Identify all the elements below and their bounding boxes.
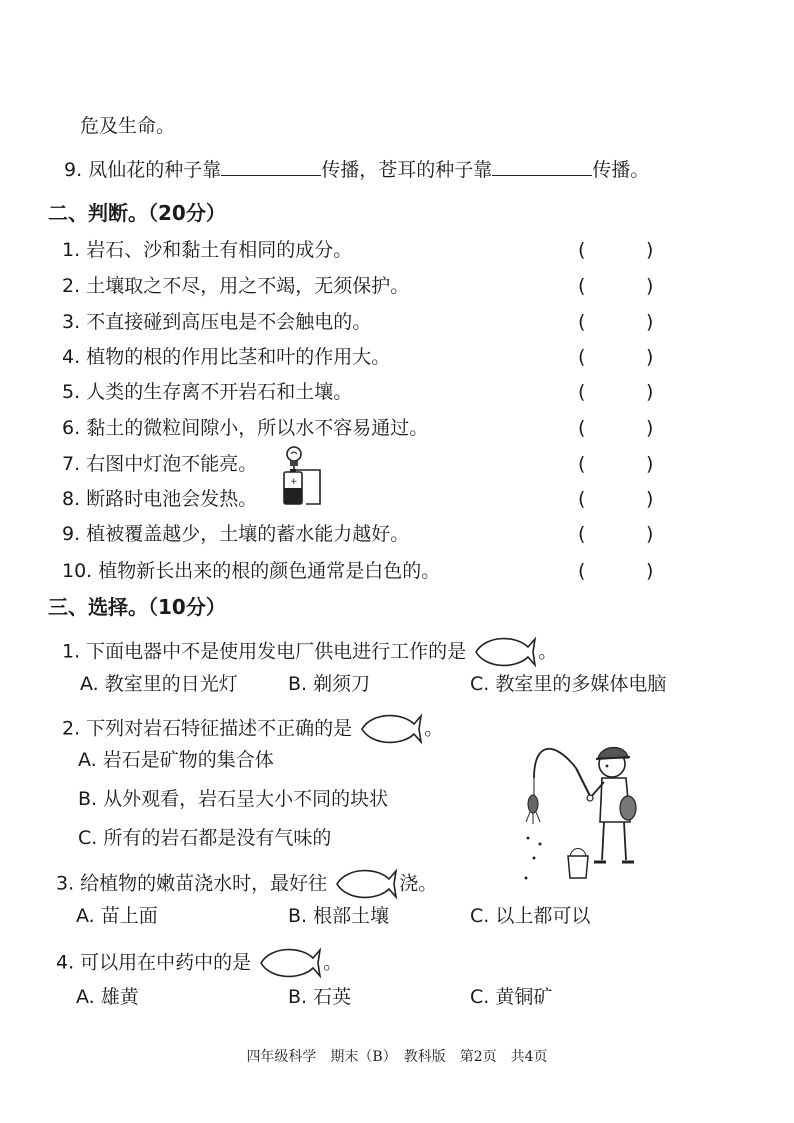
answer-paren-open[interactable]: ( [578, 275, 586, 297]
judge-item [62, 274, 409, 298]
answer-paren-close: ) [646, 311, 654, 333]
judge-item-number: 3. [62, 311, 81, 333]
answer-paren-open[interactable]: ( [578, 239, 586, 261]
answer-paren-open[interactable]: ( [578, 523, 586, 545]
answer-paren-open[interactable]: ( [578, 560, 586, 582]
judge-item-number: 10. [62, 560, 93, 582]
answer-paren-open[interactable]: ( [578, 417, 586, 439]
answer-paren-close: ) [646, 275, 654, 297]
answer-fish-bracket[interactable] [472, 633, 538, 671]
judge-item [62, 238, 352, 262]
q4-option-c[interactable]: C. 黄铜矿 [470, 986, 553, 1008]
q9-part3: 传播。 [592, 159, 650, 181]
q4-option-b[interactable]: B. 石英 [288, 986, 352, 1008]
answer-paren-close: ) [646, 560, 654, 582]
q1-option-c[interactable]: C. 教室里的多媒体电脑 [470, 673, 667, 695]
judge-item-text: 右图中灯泡不能亮。 [86, 453, 258, 475]
q9-part2: 传播，苍耳的种子靠 [321, 159, 493, 181]
judge-item-number: 5. [62, 381, 81, 403]
choice-stem: 4. 可以用在中药中的是 [56, 951, 252, 974]
answer-paren-close: ) [646, 523, 654, 545]
choice-question-1 [62, 633, 557, 671]
q1-option-b[interactable]: B. 剃须刀 [288, 673, 371, 695]
answer-paren-close: ) [646, 488, 654, 510]
answer-paren-open[interactable]: ( [578, 453, 586, 475]
judge-item-text: 不直接碰到高压电是不会触电的。 [86, 311, 372, 333]
q9-part1: 凤仙花的种子靠 [88, 159, 222, 181]
q9-blank-2[interactable] [492, 157, 592, 176]
answer-fish-bracket[interactable] [358, 710, 424, 748]
answer-paren-close: ) [646, 239, 654, 261]
choice-stem-end: 。 [323, 951, 343, 974]
section-choice-heading: 三、选择。（10分） [48, 595, 226, 619]
answer-paren-open[interactable]: ( [578, 381, 586, 403]
judge-item-number: 7. [62, 453, 81, 475]
judge-item-text: 人类的生存离不开岩石和土壤。 [86, 381, 353, 403]
answer-paren-close: ) [646, 346, 654, 368]
choice-stem: 2. 下列对岩石特征描述不正确的是 [62, 717, 353, 740]
q1-option-a[interactable]: A. 教室里的日光灯 [80, 673, 238, 695]
choice-question-3 [56, 865, 437, 903]
judge-item [62, 522, 409, 546]
judge-item [62, 487, 257, 511]
q4-option-a[interactable]: A. 雄黄 [76, 986, 139, 1008]
judge-item-text: 植物新长出来的根的颜色通常是白色的。 [98, 560, 441, 582]
answer-paren-close: ) [646, 417, 654, 439]
q9-number: 9. [64, 159, 83, 181]
answer-fish-bracket[interactable] [257, 944, 323, 982]
q3-option-c[interactable]: C. 以上都可以 [470, 905, 591, 927]
q2-option-b[interactable]: B. 从外观看，岩石呈大小不同的块状 [78, 788, 389, 810]
q9-blank-1[interactable] [221, 157, 321, 176]
q2-option-c[interactable]: C. 所有的岩石都是没有气味的 [78, 827, 332, 849]
judge-item-number: 2. [62, 275, 81, 297]
fill-question-9 [64, 157, 649, 182]
answer-paren-open[interactable]: ( [578, 346, 586, 368]
judge-item [62, 559, 440, 583]
judge-item [62, 345, 390, 369]
choice-stem-end: 浇。 [399, 872, 438, 895]
section-judge-heading: 二、判断。（20分） [48, 201, 226, 225]
choice-question-2 [62, 710, 443, 748]
answer-paren-open[interactable]: ( [578, 488, 586, 510]
q2-option-a[interactable]: A. 岩石是矿物的集合体 [78, 749, 274, 771]
judge-item [62, 310, 371, 334]
judge-item-number: 8. [62, 488, 81, 510]
answer-paren-open[interactable]: ( [578, 311, 586, 333]
choice-stem: 3. 给植物的嫩苗浇水时，最好往 [56, 872, 328, 895]
choice-stem-end: 。 [538, 640, 558, 663]
judge-item [62, 452, 257, 476]
fishing-boy-illustration [514, 738, 644, 888]
judge-item-text: 岩石、沙和黏土有相同的成分。 [86, 239, 353, 261]
answer-paren-close: ) [646, 381, 654, 403]
judge-item [62, 380, 352, 404]
judge-item [62, 416, 428, 440]
q3-option-b[interactable]: B. 根部土壤 [288, 905, 390, 927]
answer-paren-close: ) [646, 453, 654, 475]
svg-text:+: + [290, 477, 298, 487]
judge-item-text: 黏土的微粒间隙小，所以水不容易通过。 [86, 417, 429, 439]
judge-item-text: 植物的根的作用比茎和叶的作用大。 [86, 346, 391, 368]
choice-stem-end: 。 [424, 717, 444, 740]
page-footer: 四年级科学 期末（B） 教科版 第2页 共4页 [246, 1049, 548, 1065]
answer-fish-bracket[interactable] [333, 865, 399, 903]
choice-stem: 1. 下面电器中不是使用发电厂供电进行工作的是 [62, 640, 467, 663]
q3-option-a[interactable]: A. 苗上面 [76, 905, 158, 927]
judge-item-text: 断路时电池会发热。 [86, 488, 258, 510]
judge-item-text: 土壤取之不尽，用之不竭，无须保护。 [86, 275, 410, 297]
bulb-circuit-illustration [276, 442, 326, 512]
judge-item-number: 1. [62, 239, 81, 261]
judge-item-number: 4. [62, 346, 81, 368]
judge-item-text: 植被覆盖越少，土壤的蓄水能力越好。 [86, 523, 410, 545]
continuation-text: 危及生命。 [80, 115, 176, 137]
judge-item-number: 6. [62, 417, 81, 439]
judge-item-number: 9. [62, 523, 81, 545]
choice-question-4 [56, 944, 342, 982]
